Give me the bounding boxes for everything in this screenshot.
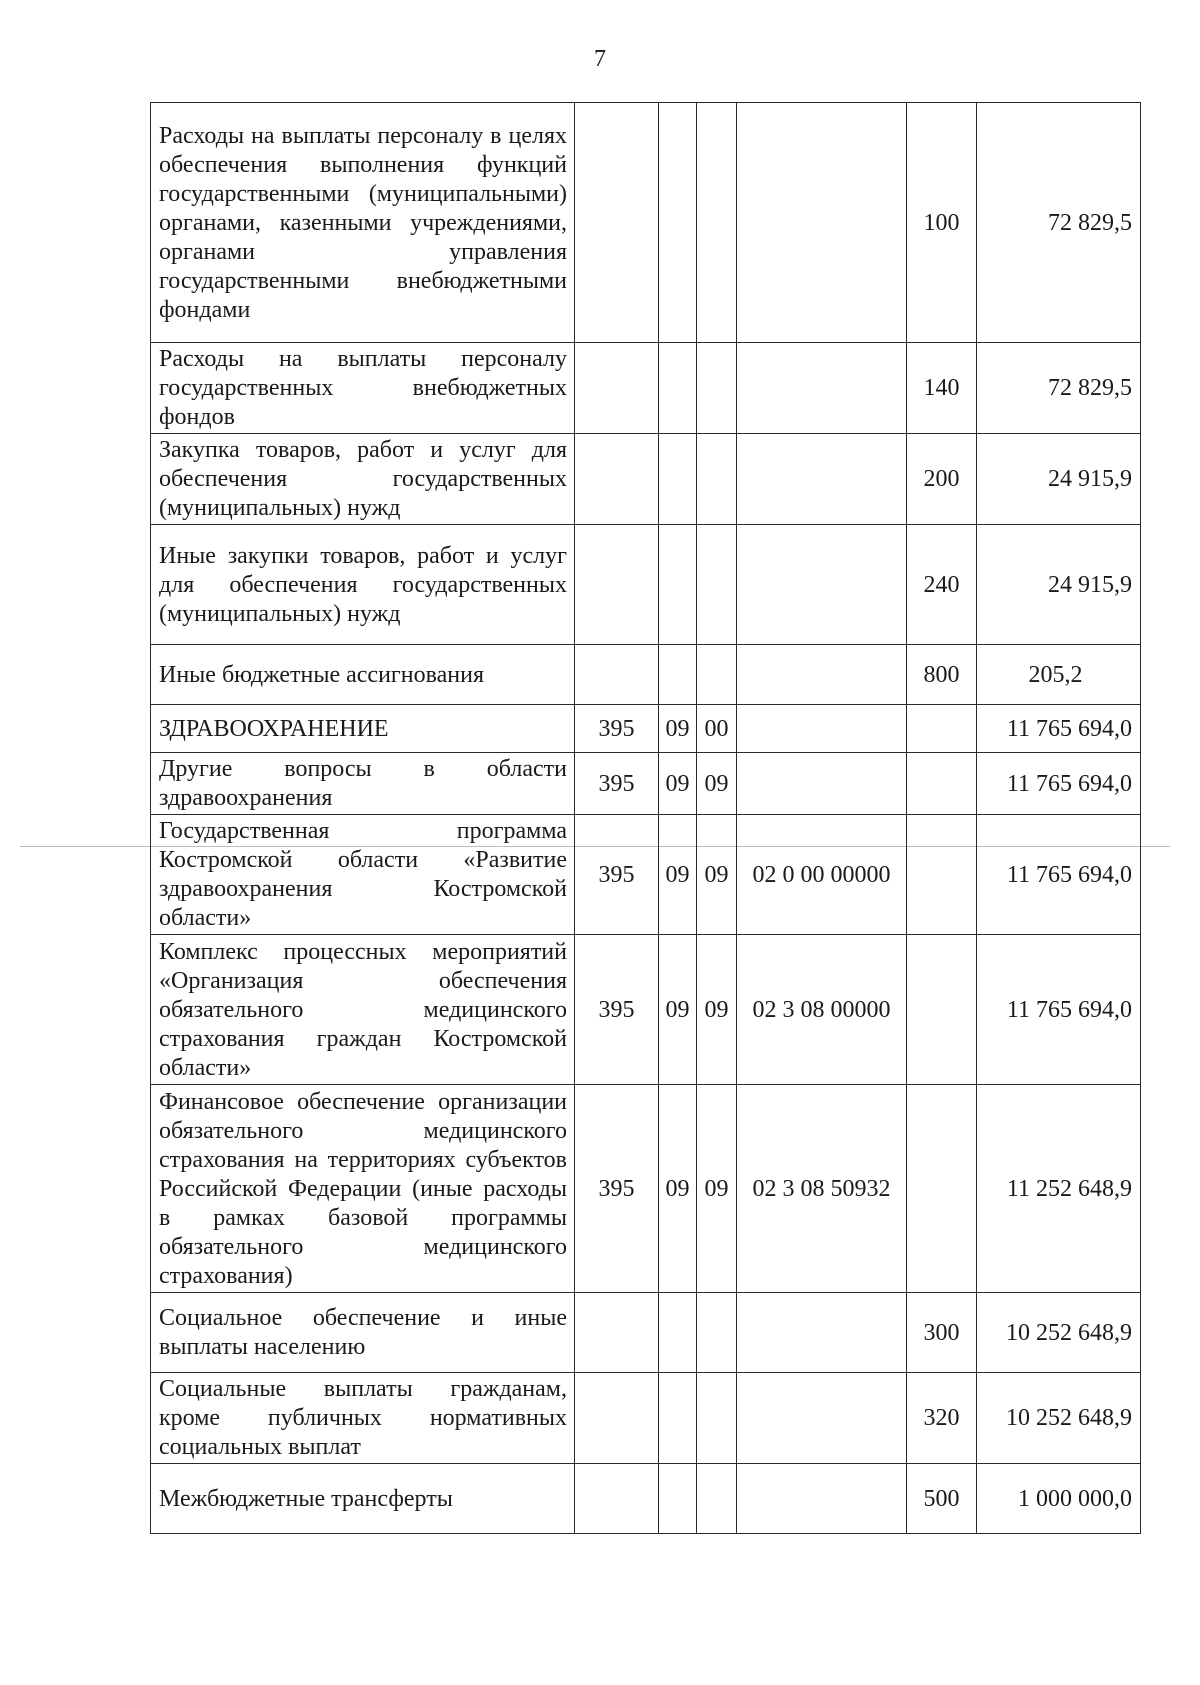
razdel-code-cell — [659, 343, 697, 434]
target-article-cell — [737, 645, 907, 705]
expense-name-cell: Закупка товаров, работ и услуг для обеспечения государственных (муниципальных) нужд — [151, 434, 575, 525]
expense-type-cell — [907, 753, 977, 815]
expense-type-cell — [907, 815, 977, 935]
podrazdel-code-cell — [697, 525, 737, 645]
amount-cell: 205,2 — [977, 645, 1141, 705]
table-row — [151, 343, 1141, 434]
expense-name-cell: Комплекс процессных мероприятий «Организация обеспечения обязательного медицинского страхования граждан Костромской области» — [151, 935, 575, 1085]
expense-name-cell: Социальные выплаты гражданам, кроме публичных нормативных социальных выплат — [151, 1373, 575, 1464]
amount-cell: 72 829,5 — [977, 103, 1141, 343]
glava-code-cell — [575, 1373, 659, 1464]
amount-cell: 72 829,5 — [977, 343, 1141, 434]
target-article-cell — [737, 705, 907, 753]
table-row — [151, 434, 1141, 525]
table-row — [151, 1373, 1141, 1464]
target-article-cell — [737, 1373, 907, 1464]
podrazdel-code-cell — [697, 645, 737, 705]
razdel-code-cell: 09 — [659, 815, 697, 935]
expense-type-cell — [907, 705, 977, 753]
budget-allocation-table — [150, 102, 1141, 1534]
expense-name-cell: Иные закупки товаров, работ и услуг для обеспечения государственных (муниципальных) нужд — [151, 525, 575, 645]
table-row — [151, 525, 1141, 645]
expense-name-cell: Государственная программа Костромской области «Развитие здравоохранения Костромской области» — [151, 815, 575, 935]
target-article-cell — [737, 1464, 907, 1534]
podrazdel-code-cell: 09 — [697, 815, 737, 935]
expense-type-cell: 140 — [907, 343, 977, 434]
table-row — [151, 1085, 1141, 1293]
glava-code-cell — [575, 343, 659, 434]
expense-name-cell: Социальное обеспечение и иные выплаты населению — [151, 1293, 575, 1373]
expense-type-cell: 300 — [907, 1293, 977, 1373]
razdel-code-cell — [659, 1464, 697, 1534]
glava-code-cell — [575, 434, 659, 525]
table-row — [151, 645, 1141, 705]
razdel-code-cell — [659, 434, 697, 525]
glava-code-cell — [575, 1464, 659, 1534]
expense-type-cell — [907, 1085, 977, 1293]
page-number: 7 — [594, 46, 606, 72]
table-row — [151, 815, 1141, 935]
expense-name-cell: Другие вопросы в области здравоохранения — [151, 753, 575, 815]
glava-code-cell: 395 — [575, 753, 659, 815]
target-article-cell: 02 0 00 00000 — [737, 815, 907, 935]
podrazdel-code-cell: 09 — [697, 1085, 737, 1293]
razdel-code-cell — [659, 103, 697, 343]
amount-cell: 10 252 648,9 — [977, 1293, 1141, 1373]
target-article-cell — [737, 525, 907, 645]
expense-type-cell: 100 — [907, 103, 977, 343]
target-article-cell: 02 3 08 50932 — [737, 1085, 907, 1293]
amount-cell: 10 252 648,9 — [977, 1373, 1141, 1464]
razdel-code-cell: 09 — [659, 1085, 697, 1293]
table-row — [151, 935, 1141, 1085]
podrazdel-code-cell: 09 — [697, 753, 737, 815]
razdel-code-cell: 09 — [659, 753, 697, 815]
glava-code-cell — [575, 525, 659, 645]
razdel-code-cell — [659, 645, 697, 705]
expense-name-cell: Межбюджетные трансферты — [151, 1464, 575, 1534]
expense-type-cell: 320 — [907, 1373, 977, 1464]
expense-name-cell: Финансовое обеспечение организации обязательного медицинского страхования на территориях субъектов Российской Федерации (иные расходы в рамках базовой программы обязательного медицинского страхования) — [151, 1085, 575, 1293]
glava-code-cell: 395 — [575, 1085, 659, 1293]
amount-cell: 11 765 694,0 — [977, 815, 1141, 935]
target-article-cell: 02 3 08 00000 — [737, 935, 907, 1085]
razdel-code-cell — [659, 1373, 697, 1464]
razdel-code-cell: 09 — [659, 705, 697, 753]
expense-name-cell: ЗДРАВООХРАНЕНИЕ — [151, 705, 575, 753]
razdel-code-cell — [659, 525, 697, 645]
target-article-cell — [737, 753, 907, 815]
amount-cell: 11 765 694,0 — [977, 705, 1141, 753]
expense-type-cell: 240 — [907, 525, 977, 645]
table-row — [151, 705, 1141, 753]
target-article-cell — [737, 1293, 907, 1373]
podrazdel-code-cell — [697, 434, 737, 525]
glava-code-cell: 395 — [575, 815, 659, 935]
target-article-cell — [737, 103, 907, 343]
amount-cell: 24 915,9 — [977, 525, 1141, 645]
podrazdel-code-cell: 09 — [697, 935, 737, 1085]
expense-name-cell: Иные бюджетные ассигнования — [151, 645, 575, 705]
expense-type-cell: 500 — [907, 1464, 977, 1534]
glava-code-cell: 395 — [575, 935, 659, 1085]
podrazdel-code-cell: 00 — [697, 705, 737, 753]
table-row — [151, 103, 1141, 343]
glava-code-cell — [575, 103, 659, 343]
glava-code-cell — [575, 645, 659, 705]
glava-code-cell: 395 — [575, 705, 659, 753]
table-row — [151, 1464, 1141, 1534]
razdel-code-cell: 09 — [659, 935, 697, 1085]
podrazdel-code-cell — [697, 1293, 737, 1373]
table-row — [151, 1293, 1141, 1373]
target-article-cell — [737, 434, 907, 525]
podrazdel-code-cell — [697, 343, 737, 434]
table-row — [151, 753, 1141, 815]
target-article-cell — [737, 343, 907, 434]
amount-cell: 11 765 694,0 — [977, 935, 1141, 1085]
expense-name-cell: Расходы на выплаты персоналу в целях обеспечения выполнения функций государственными (муниципальными) органами, казенными учреждениями, органами управления государственными внебюджетными фондами — [151, 103, 575, 343]
expense-type-cell: 800 — [907, 645, 977, 705]
glava-code-cell — [575, 1293, 659, 1373]
amount-cell: 1 000 000,0 — [977, 1464, 1141, 1534]
expense-name-cell: Расходы на выплаты персоналу государственных внебюджетных фондов — [151, 343, 575, 434]
razdel-code-cell — [659, 1293, 697, 1373]
amount-cell: 11 252 648,9 — [977, 1085, 1141, 1293]
amount-cell: 11 765 694,0 — [977, 753, 1141, 815]
podrazdel-code-cell — [697, 1373, 737, 1464]
expense-type-cell: 200 — [907, 434, 977, 525]
amount-cell: 24 915,9 — [977, 434, 1141, 525]
expense-type-cell — [907, 935, 977, 1085]
podrazdel-code-cell — [697, 103, 737, 343]
podrazdel-code-cell — [697, 1464, 737, 1534]
